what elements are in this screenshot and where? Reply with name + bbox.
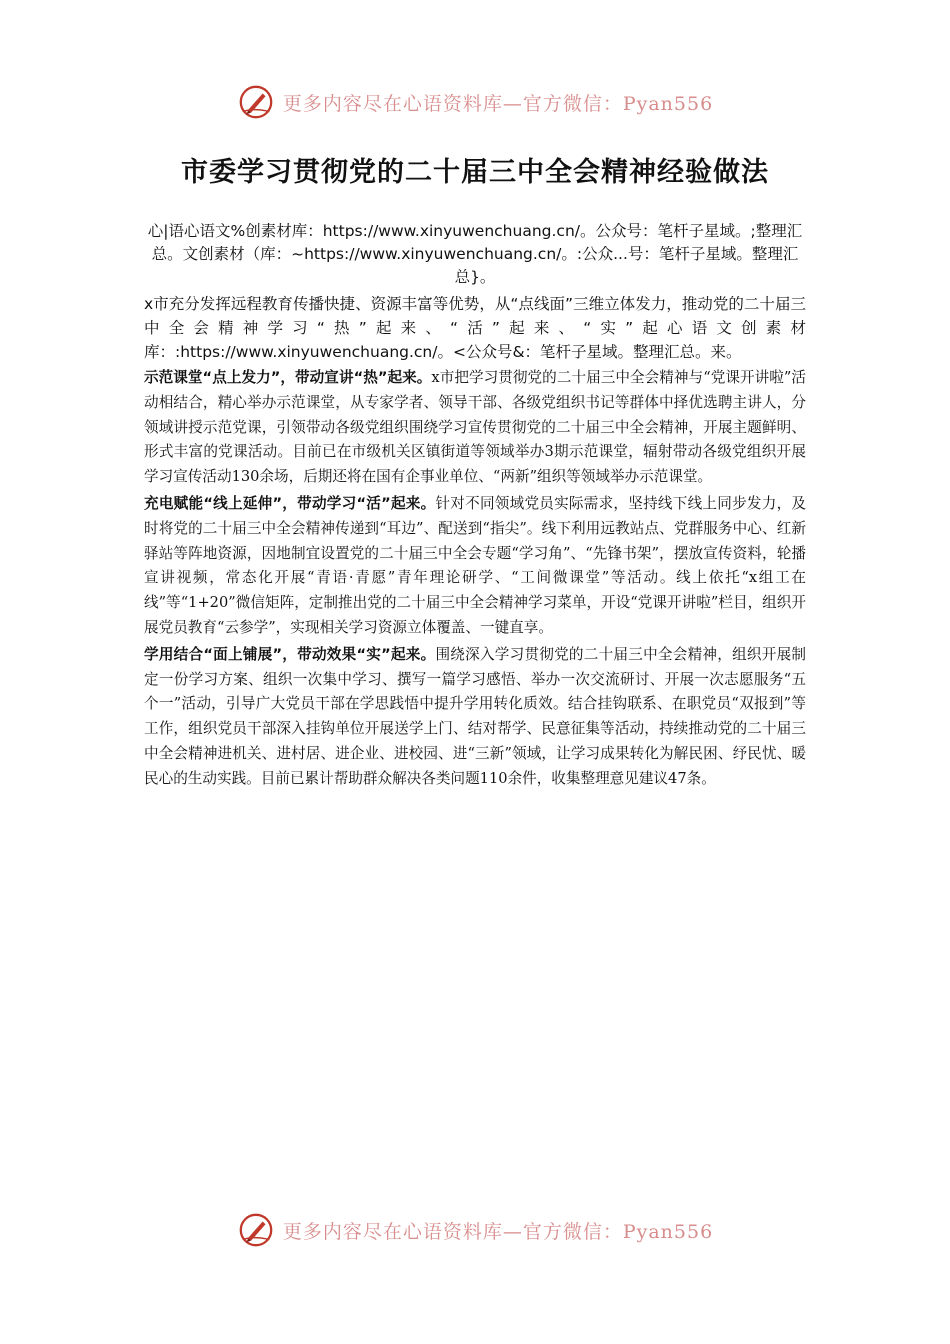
section-body-3: 围绕深入学习贯彻党的二十届三中全会精神，组织开展制定一份学习方案、组织一次集中学习、撰写一篇学习感悟、举办一次交流研讨、开展一次志愿服务“五个一”活动，引导广大党员干部在学思践悟中提升学用转化质效。结合挂钩联系、在职党员“双报到”等工作，组织党员干部深入挂钩单位开展送学上门、结对帮学、民意征集等活动，持续推动党的二十届三中全会精神进机关、进村居、进企业、进校园、进“三新”领域，让学习成果转化为解民困、纾民忧、暖民心的生动实践。目前已累计帮助群众解决各类问题110余件，收集整理意见建议47条。 — [144, 645, 806, 787]
lead-paragraph: x市充分发挥远程教育传播快捷、资源丰富等优势，从“点线面”三维立体发力，推动党的二十届三中全会精神学习“热”起来、“活”起来、“实”起心语文创素材库：:https://www.xinyuwenchuang.cn/。<公众号&：笔杆子星域。整理汇总。来。 — [144, 295, 806, 361]
header-banner — [0, 78, 950, 126]
intro-paragraph: 心|语心语文%创素材库：https://www.xinyuwenchuang.cn/。公众号：笔杆子星域。;整理汇总。文创素材（库：~https://www.xinyuwenchuang.cn/。:公众...号：笔杆子星域。整理汇总}。 — [147, 222, 803, 286]
section-paragraph-1 — [144, 366, 806, 490]
section-heading-2: 充电赋能“线上延伸”，带动学习“活”起来。 — [144, 494, 436, 512]
section-paragraph-2 — [144, 492, 806, 641]
section-body-1: x市把学习贯彻党的二十届三中全会精神与“党课开讲啦”活动相结合，精心举办示范课堂，从专家学者、领导干部、各级党组织书记等群体中择优选聘主讲人，分领域讲授示范党课，引领带动各级党组织围绕学习宣传贯彻党的二十届三中全会精神，开展主题鲜明、形式丰富的党课活动。目前已在市级机关区镇街道等领域举办3期示范课堂，辐射带动各级党组织开展学习宣传活动130余场，后期还将在国有企事业单位、“两新”组织等领域举办示范课堂。 — [144, 369, 807, 486]
header-banner-text: 更多内容尽在心语资料库—官方微信：Pyan556 — [282, 92, 714, 115]
page-title: 市委学习贯彻党的二十届三中全会精神经验做法 — [181, 157, 769, 188]
pen-logo-icon — [237, 1211, 275, 1249]
footer-banner — [0, 1206, 950, 1254]
section-body-2: 针对不同领域党员实际需求，坚持线下线上同步发力，及时将党的二十届三中全会精神传递到“耳边”、配送到“指尖”。线下利用远教站点、党群服务中心、红新驿站等阵地资源，因地制宜设置党的二十届三中全会专题“学习角”、“先锋书架”，摆放宣传资料，轮播宣讲视频，常态化开展“青语·青愿”青年理论研学、“工间微课堂”等活动。线上依托“x组工在线”等“1+20”微信矩阵，定制推出党的二十届三中全会精神学习菜单，开设“党课开讲啦”栏目，组织开展党员教育“云参学”，实现相关学习资源立体覆盖、一键直享。 — [144, 494, 806, 636]
pen-logo-icon — [237, 83, 275, 121]
document-body — [144, 220, 806, 792]
section-heading-1: 示范课堂“点上发力”，带动宣讲“热”起来。 — [144, 369, 432, 386]
section-heading-3: 学用结合“面上铺展”，带动效果“实”起来。 — [144, 645, 436, 663]
footer-banner-text: 更多内容尽在心语资料库—官方微信：Pyan556 — [282, 1220, 714, 1243]
section-paragraph-3 — [144, 643, 806, 792]
